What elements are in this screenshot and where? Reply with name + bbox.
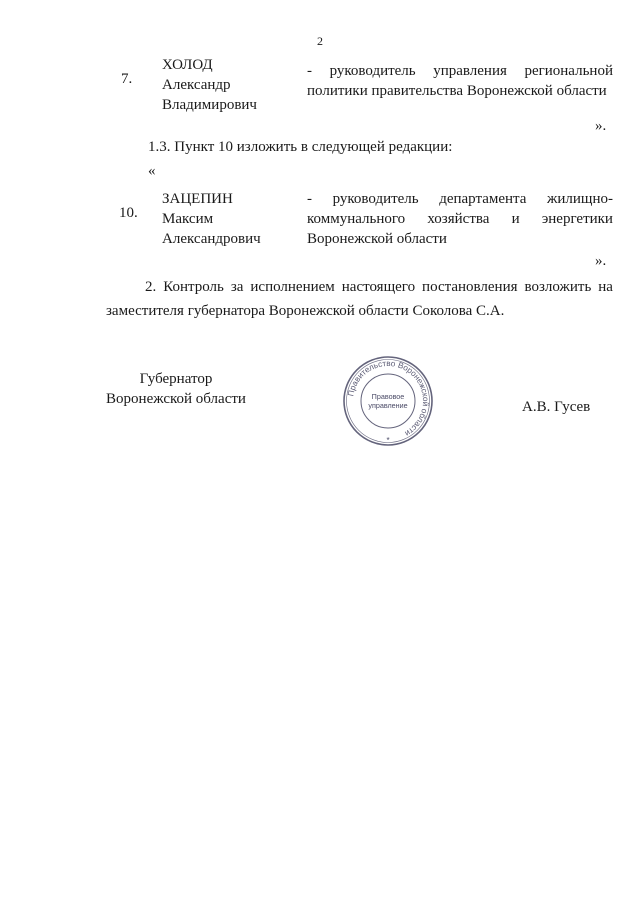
entry-7-patronymic: Владимирович: [162, 97, 257, 113]
entry-10-position: [307, 189, 613, 249]
word: исполнением: [250, 279, 335, 295]
dash: -: [307, 63, 312, 79]
word: за: [230, 279, 244, 295]
word: 2.: [145, 279, 157, 295]
entry-10-patronymic: Александрович: [162, 231, 261, 247]
seal-inner-line-2: управление: [368, 401, 408, 410]
entry-7-surname: ХОЛОД: [162, 57, 213, 73]
entry-7-position-line-2: политики правительства Воронежской области: [307, 83, 607, 99]
entry-7-first-name: Александр: [162, 77, 231, 93]
word: постановления: [422, 279, 518, 295]
entry-10-first-name: Максим: [162, 211, 214, 227]
word: региональной: [524, 63, 613, 79]
entry-7-closing-quote: ».: [595, 118, 607, 134]
entry-10-position-line-1: [307, 189, 613, 209]
signatory-name: А.В. Гусев: [522, 399, 591, 415]
entry-7-number: 7.: [121, 71, 133, 87]
signatory-title-line-1: Губернатор: [139, 371, 213, 387]
entry-10-position-line-2: [307, 209, 613, 229]
entry-7-position: [307, 61, 613, 101]
entry-10-position-line-3: Воронежской области: [307, 231, 447, 247]
signatory-title: [106, 369, 246, 409]
seal-inner-line-1: Правовое: [371, 392, 405, 401]
word: Контроль: [163, 279, 224, 295]
word: департамента: [439, 191, 527, 207]
word: возложить: [524, 279, 592, 295]
word: на: [598, 279, 613, 295]
word: руководитель: [332, 191, 419, 207]
word: энергетики: [541, 211, 613, 227]
official-seal-stamp: [342, 355, 434, 447]
opening-quote: «: [148, 163, 156, 179]
item-1-3-text: 1.3. Пункт 10 изложить в следующей редакции:: [148, 139, 453, 155]
entry-10-name: [162, 189, 261, 249]
item-2-line-2: заместителя губернатора Воронежской области Соколова С.А.: [106, 303, 505, 319]
dash: -: [307, 191, 312, 207]
word: управления: [433, 63, 507, 79]
word: коммунального: [307, 211, 406, 227]
word: хозяйства: [427, 211, 490, 227]
entry-10-number: 10.: [119, 205, 138, 221]
entry-7-name: [162, 55, 257, 115]
word: и: [511, 211, 520, 227]
entry-7-position-line-1: [307, 61, 613, 81]
word: руководитель: [329, 63, 416, 79]
seal-outer-text: Правительство Воронежской области: [346, 358, 431, 439]
entry-10-surname: ЗАЦЕПИН: [162, 191, 233, 207]
word: жилищно-: [547, 191, 613, 207]
entry-10-closing-quote: ».: [595, 253, 607, 269]
item-2-line-1: [145, 277, 613, 297]
word: настоящего: [341, 279, 416, 295]
seal-star: *: [386, 436, 390, 445]
page-number: 2: [317, 34, 323, 48]
signatory-title-line-2: Воронежской области: [106, 391, 246, 407]
